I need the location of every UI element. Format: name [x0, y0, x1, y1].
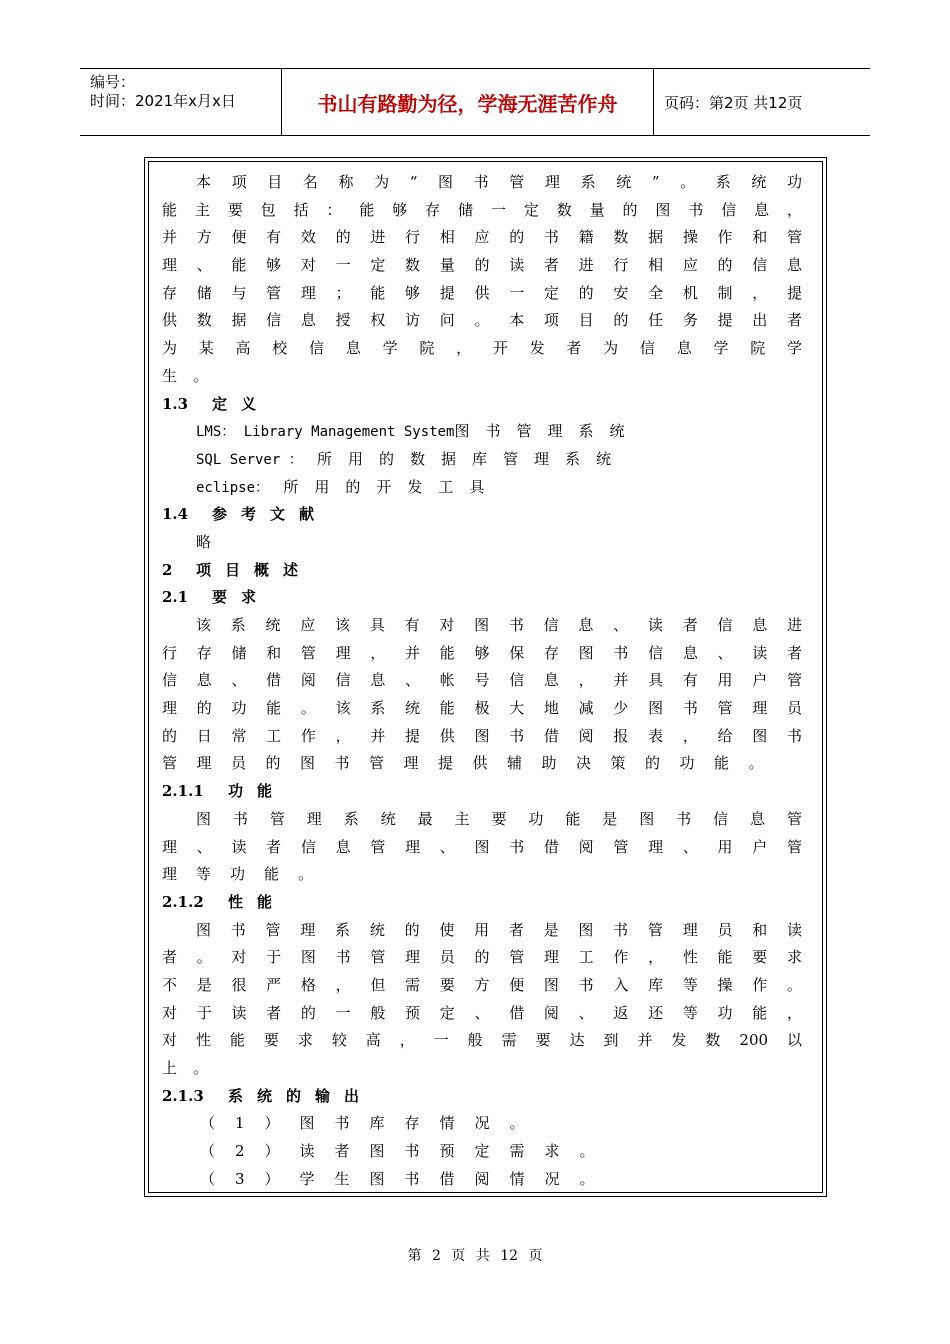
paragraph-line: 存储与管理；能够提供一定的安全机制，提	[162, 283, 802, 302]
section-heading-2-1-3	[162, 1083, 802, 1111]
page-footer: 第 2 页 共 12 页	[407, 1248, 543, 1264]
definition-item	[162, 474, 802, 502]
document-header	[80, 68, 870, 136]
section-title: 系统的输出	[228, 1086, 374, 1105]
paragraph-line: 理等功能。	[162, 865, 333, 884]
paragraph-line: 供数据信息授权访问。本项目的任务提出者	[162, 311, 802, 330]
definition-term: LMS： Library Management System	[196, 424, 455, 441]
section-title: 参考文献	[212, 505, 329, 524]
paragraph-line: 略	[196, 532, 212, 551]
paragraph-line: 图书管理系统最主要功能是图书信息管	[196, 809, 802, 828]
paragraph-line: 对于读者的一般预定、借阅、返还等功能，	[162, 1003, 802, 1022]
paragraph-line: 理、能够对一定数量的读者进行相应的信息	[162, 256, 802, 275]
definition-item	[162, 418, 802, 446]
paragraph-line: 为某高校信息学院，开发者为信息学院学	[162, 339, 802, 358]
section-number: 1.4	[162, 505, 189, 524]
section-title: 功能	[228, 782, 287, 801]
section-title: 项目概述	[196, 560, 313, 579]
section-title: 性能	[228, 892, 287, 911]
definition-desc: 所用的数据库管理系统	[317, 449, 628, 468]
paragraph-line: 能主要包括：能够存储一定数量的图书信息，	[162, 200, 802, 219]
section-title: 要求	[212, 588, 271, 607]
section-number: 2.1.3	[162, 1086, 204, 1105]
output-list-item: （3）学生图书借阅情况。	[200, 1169, 615, 1188]
section-number: 1.3	[162, 394, 189, 413]
paragraph-line: 理、读者信息管理、图书借阅管理、用户管	[162, 837, 802, 856]
section-number: 2.1	[162, 588, 189, 607]
definition-term: SQL Server ：	[196, 451, 303, 468]
paragraph-line: 生。	[162, 366, 225, 385]
header-motto: 书山有路勤为径，学海无涯苦作舟	[281, 69, 654, 135]
section-number: 2.1.2	[162, 892, 204, 911]
paragraph-line: 图书管理系统的使用者是图书管理员和读	[196, 920, 802, 939]
section-heading-2-1-2	[162, 889, 802, 917]
document-body	[162, 169, 802, 1193]
paragraph-line: 该系统应该具有对图书信息、读者信息进	[196, 616, 802, 634]
paragraph-line: 理的功能。该系统能极大地减少图书管理员	[162, 699, 802, 718]
paragraph-line: 不是很严格，但需要方便图书入库等操作。	[162, 975, 802, 994]
section-heading-2	[162, 557, 802, 585]
paragraph-line: 信息、借阅信息、帐号信息，并具有用户管	[162, 671, 802, 690]
section-number: 2.1.1	[162, 782, 204, 801]
paragraph-line: 并方便有效的进行相应的书籍数据操作和管	[162, 228, 802, 247]
paragraph-line: 行存储和管理，并能够保存图书信息、读者	[162, 643, 802, 662]
paragraph-line: 本项目名称为“图书管理系统”。系统功	[196, 173, 802, 191]
header-meta-cell	[80, 69, 281, 135]
section-heading-2-1-1	[162, 778, 802, 806]
definition-term: eclipse：	[196, 479, 270, 496]
section-heading-1-4	[162, 501, 802, 529]
definition-desc: 所用的开发工具	[283, 477, 501, 496]
section-title: 定义	[212, 394, 271, 413]
paragraph-line: 上。	[162, 1059, 225, 1077]
section-number: 2	[162, 560, 173, 579]
section-heading-2-1	[162, 584, 802, 612]
section-heading-1-3	[162, 391, 802, 419]
paragraph-line: 管理员的图书管理提供辅助决策的功能。	[162, 754, 784, 773]
output-list-item: （1）图书库存情况。	[200, 1114, 545, 1133]
output-list-item: （2）读者图书预定需求。	[200, 1142, 615, 1161]
time-label: 时间：2021年x月x日	[90, 92, 236, 110]
paragraph-line: 对性能要求较高，一般需要达到并发数200以	[162, 1031, 802, 1050]
number-label: 编号：	[90, 73, 136, 91]
definition-item	[162, 446, 802, 474]
paragraph-line: 者。对于图书管理员的管理工作，性能要求	[162, 948, 802, 967]
definition-desc: 图书管理系统	[454, 422, 641, 441]
header-page-info: 页码：第2页 共12页	[664, 93, 803, 112]
paragraph-line: 的日常工作，并提供图书借阅报表，给图书	[162, 726, 802, 745]
